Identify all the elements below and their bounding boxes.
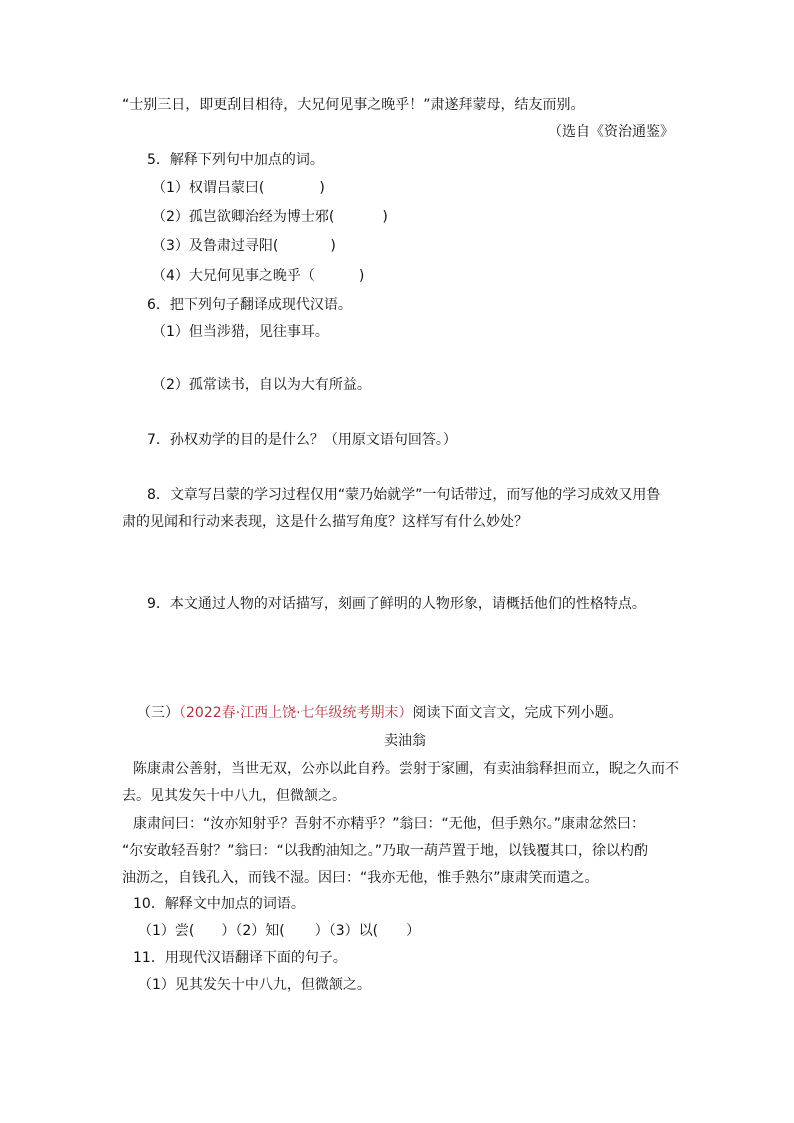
q5-item-1: （1）权谓吕蒙曰( ) [152,180,325,196]
q11-item-1: （1）见其发矢十中八九，但微颔之。 [138,977,371,993]
section3-heading: （三）（2022春·江西上饶·七年级统考期末）阅读下面文言文，完成下列小题。 [137,705,623,721]
q5-item-4: （4）大兄何见事之晚乎（ ) [152,268,365,284]
passage-p2-line-3: 油沥之，自钱孔入，而钱不湿。因曰：“我亦无他，惟手熟尔”康肃笑而遣之。 [122,870,599,886]
q5-stem: 5．解释下列句中加点的词。 [147,152,324,168]
passage-p1-line-1: 陈康肃公善射，当世无双，公亦以此自矜。尝射于家圃，有卖油翁释担而立，睨之久而不 [133,761,679,777]
passage-end-line: “士别三日，即更刮目相待，大兄何见事之晚乎！”肃遂拜蒙母，结友而别。 [122,97,585,113]
q5-item-2: （2）孤岂欲卿治经为博士邪( ) [152,209,388,225]
passage-p2-line-1: 康肃问曰：“汝亦知射乎？吾射不亦精乎？”翁曰：“无他，但手熟尔。”康肃忿然曰： [133,816,646,832]
q7-stem: 7．孙权劝学的目的是什么？（用原文语句回答。） [147,432,457,448]
q6-item-2: （2）孤常读书，自以为大有所益。 [152,377,371,393]
passage-p1-line-2: 去。见其发矢十中八九，但微颔之。 [122,788,346,804]
q10-items: （1）尝( ）（2）知( ）（3）以( ） [138,923,421,939]
q6-stem: 6．把下列句子翻译成现代汉语。 [147,297,352,313]
q5-item-3: （3）及鲁肃过寻阳( ) [152,238,336,254]
q11-stem: 11．用现代汉语翻译下面的句子。 [133,950,347,966]
passage-source: （选自《资治通鉴》 [548,124,674,140]
q8-line-2: 肃的见闻和行动来表现，这是什么描写角度？这样写有什么妙处？ [122,514,528,530]
q6-item-1: （1）但当涉猎，见往事耳。 [152,324,329,340]
passage-p2-line-2: “尔安敢轻吾射？”翁曰：“以我酌油知之。”乃取一葫芦置于地，以钱覆其口，徐以杓酌 [122,843,649,859]
q9-stem: 9．本文通过人物的对话描写，刻画了鲜明的人物形象，请概括他们的性格特点。 [147,596,646,612]
passage-title: 卖油翁 [384,733,426,749]
q8-line-1: 8．文章写吕蒙的学习过程仅用“蒙乃始就学”一句话带过，而写他的学习成效又用鲁 [147,487,661,503]
section3-source: （2022春·江西上饶·七年级统考期末） [179,705,413,721]
q10-stem: 10．解释文中加点的词语。 [133,896,305,912]
